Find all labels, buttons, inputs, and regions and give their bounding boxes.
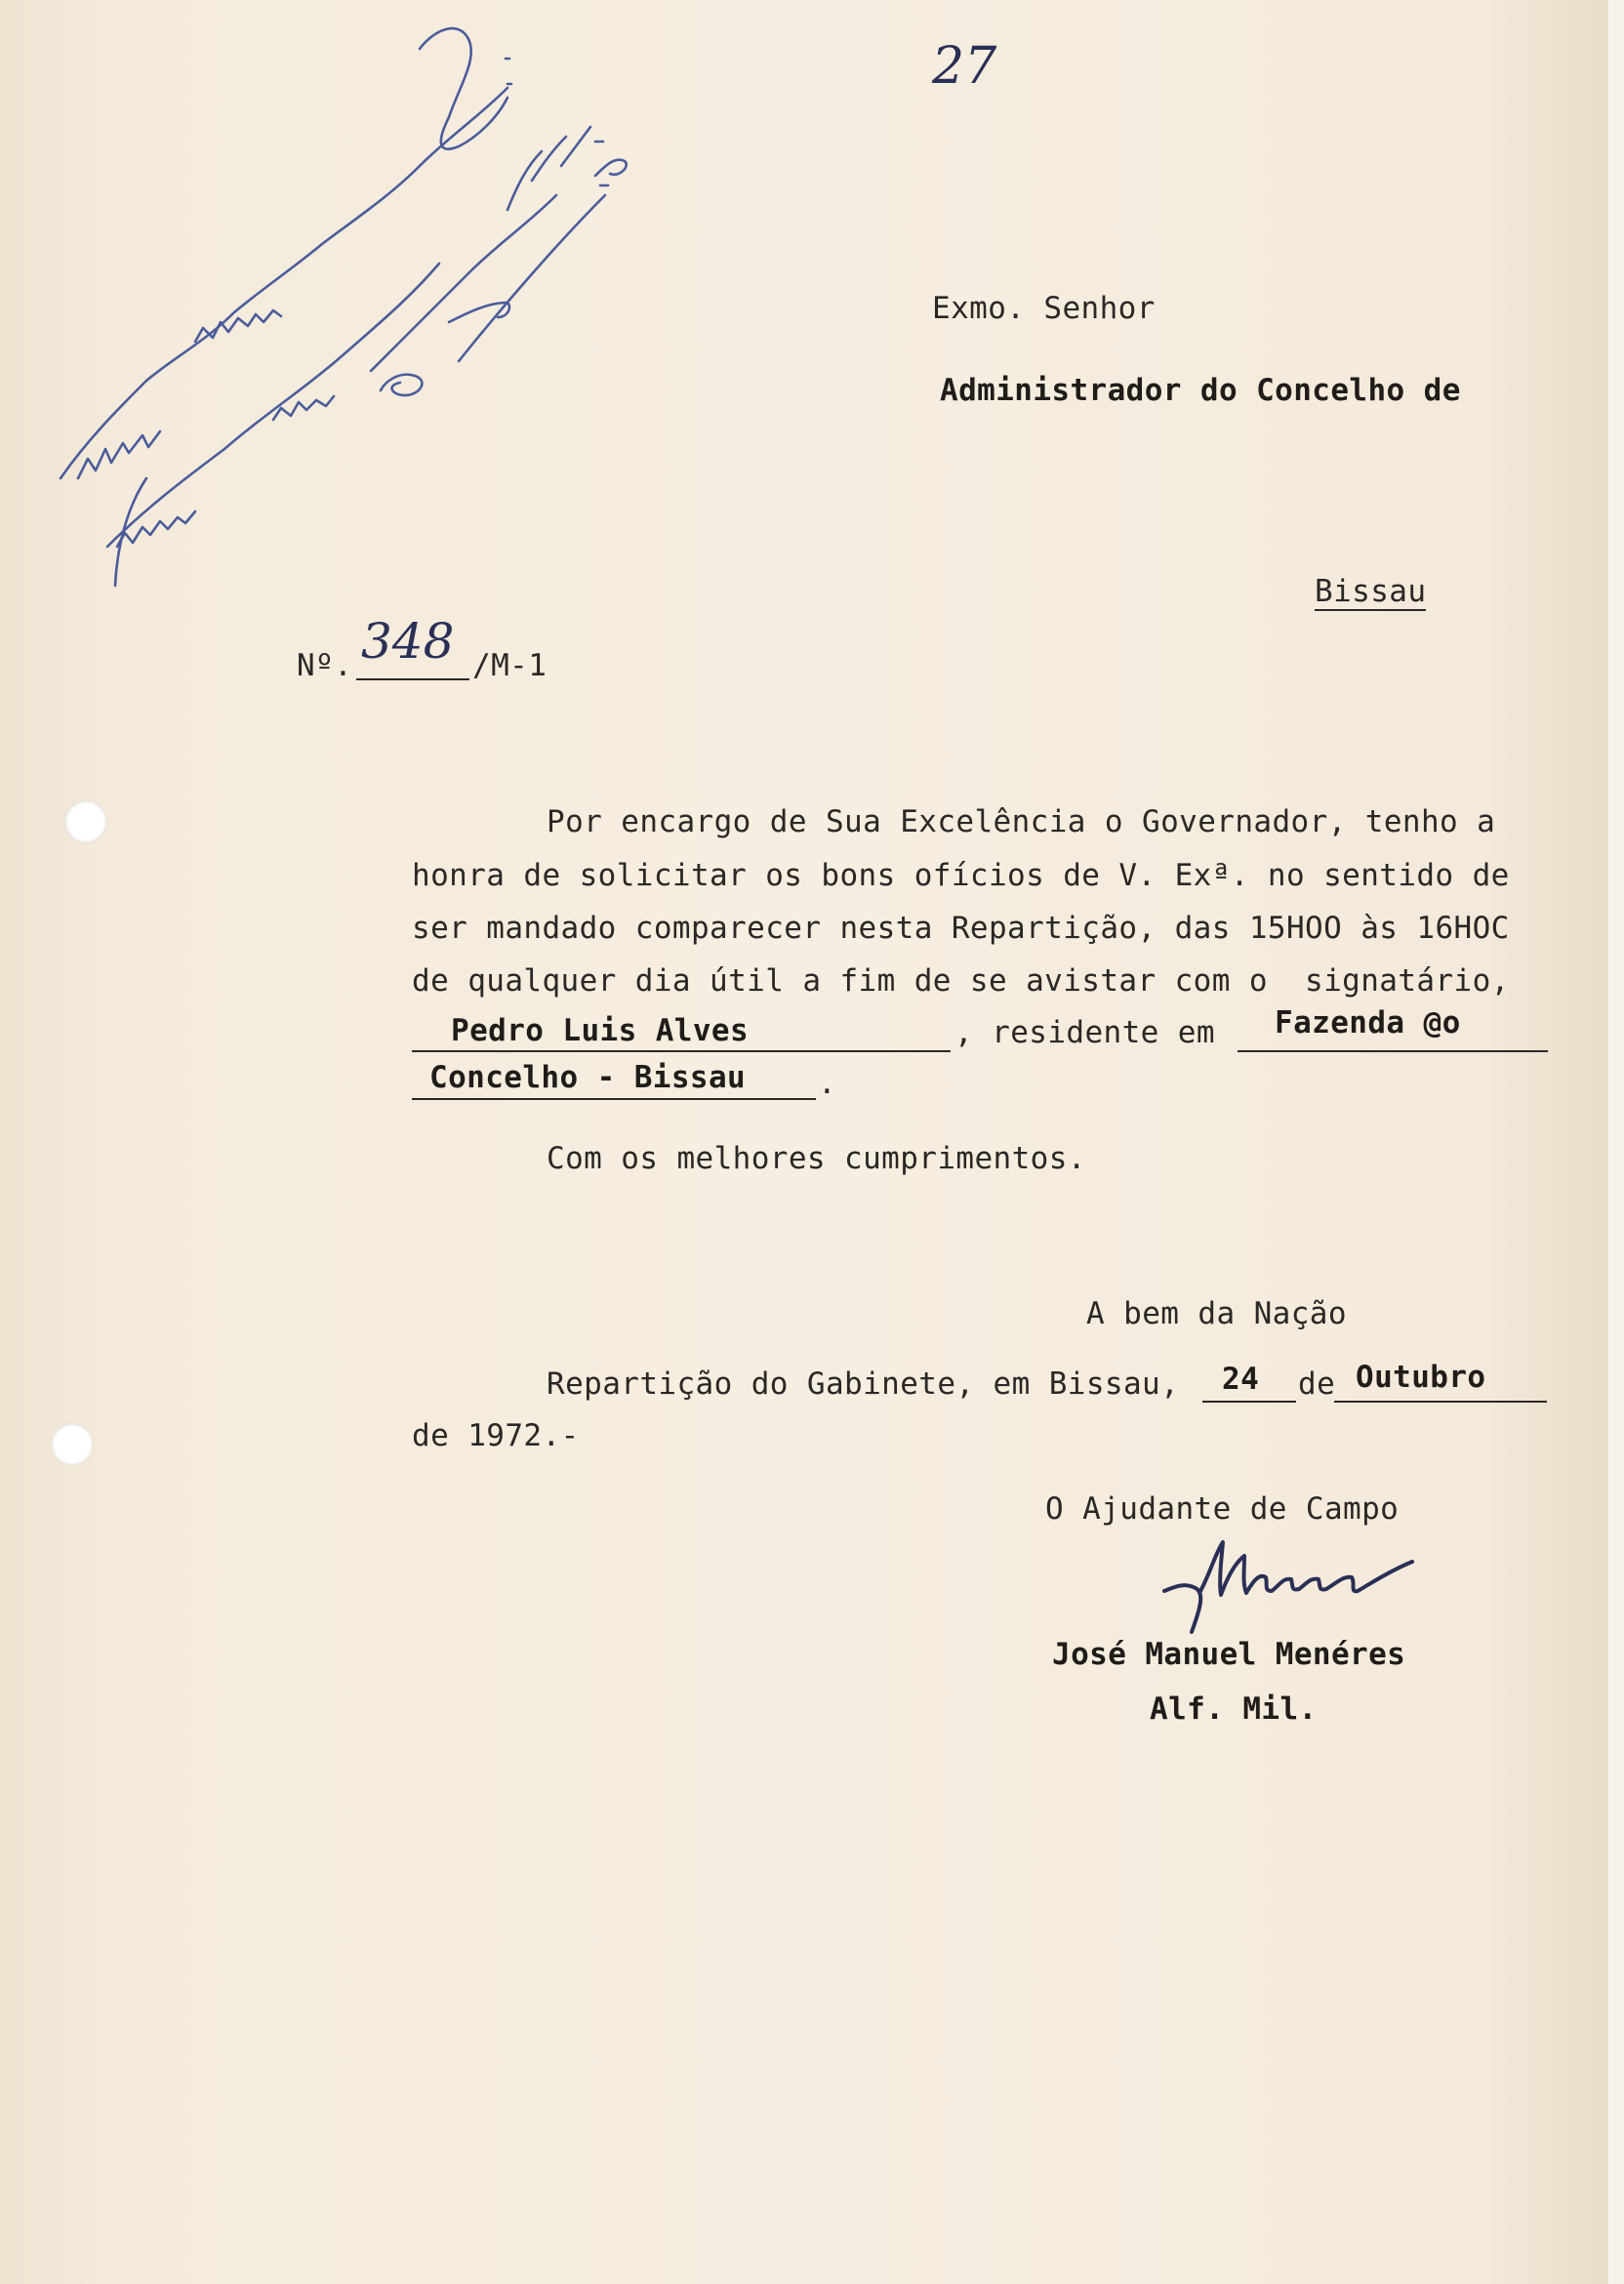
reference-blank xyxy=(356,676,469,680)
punch-hole xyxy=(51,1423,94,1466)
date-day: 24 xyxy=(1222,1362,1260,1397)
residence-line2: Concelho - Bissau xyxy=(429,1060,747,1095)
page-number: 27 xyxy=(932,37,997,96)
reference-prefix: Nº. xyxy=(297,648,353,683)
day-blank xyxy=(1202,1399,1296,1403)
name-blank xyxy=(412,1048,951,1052)
body-line: Por encargo de Sua Excelência o Governador, tenho a xyxy=(547,804,1496,839)
residence-period: . xyxy=(818,1066,837,1101)
residence-blank-1 xyxy=(1238,1048,1548,1052)
body-line: ser mandado comparecer nesta Repartição, das 15HOO às 16HOC xyxy=(412,911,1510,946)
signer-name: José Manuel Menéres xyxy=(1052,1637,1406,1672)
signer-rank: Alf. Mil. xyxy=(1150,1692,1318,1727)
punch-hole xyxy=(64,800,107,843)
handwritten-margin-note xyxy=(49,20,673,605)
place: Bissau xyxy=(1315,574,1427,609)
date-month: Outubro xyxy=(1356,1360,1486,1395)
body-line: de qualquer dia útil a fim de se avistar com o signatário, xyxy=(412,963,1510,999)
residence-blank-2 xyxy=(412,1096,816,1100)
reference-suffix: /M-1 xyxy=(472,648,548,683)
residence-label: , residente em xyxy=(954,1015,1215,1050)
date-prefix: Repartição do Gabinete, em Bissau, xyxy=(547,1366,1180,1402)
person-name: Pedro Luis Alves xyxy=(451,1013,750,1048)
date-year: de 1972.- xyxy=(412,1418,580,1453)
date-de: de xyxy=(1298,1366,1336,1402)
body-line: honra de solicitar os bons ofícios de V. Exª. no sentido de xyxy=(412,858,1510,893)
motto: A bem da Nação xyxy=(1086,1296,1347,1331)
signer-title: O Ajudante de Campo xyxy=(1045,1491,1400,1527)
handwritten-signature xyxy=(1157,1534,1420,1642)
scan-edge xyxy=(1608,0,1624,2284)
addressee: Administrador do Concelho de xyxy=(940,373,1461,408)
month-blank xyxy=(1334,1399,1547,1403)
residence-line1: Fazenda @o xyxy=(1275,1005,1461,1040)
salutation: Exmo. Senhor xyxy=(932,291,1156,326)
closing: Com os melhores cumprimentos. xyxy=(547,1141,1086,1176)
reference-number: 348 xyxy=(361,613,455,670)
